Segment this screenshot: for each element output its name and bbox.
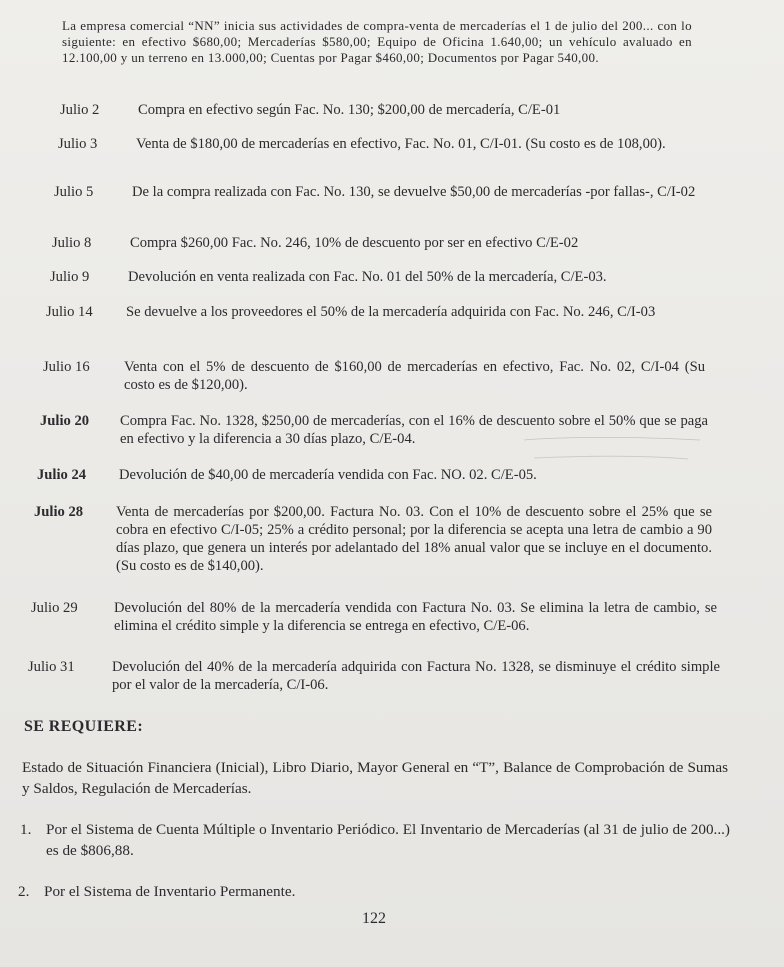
entry-date: Julio 5 [54, 184, 94, 200]
item-number: 2. [18, 883, 30, 900]
entry-date: Julio 20 [40, 413, 90, 429]
pencil-stroke [534, 456, 688, 459]
entry-text: De la compra realizada con Fac. No. 130, se devuelve $50,00 de mercaderías -por fallas-, C/I-02 [132, 184, 696, 200]
entry-text: Venta de mercaderías por $200,00. Factura No. 03. Con el 10% de descuento sobre el 25% que se cobra en efectivo C/I-05; 25% a crédito personal; por la diferencia se acepta una letra de cambio a 90 días plazo, que genera un interés por adelantado del 18% anual valor que se incluye en el documento. (Su costo es de $140,00). [116, 504, 712, 574]
entry-text: Venta de $180,00 de mercaderías en efectivo, Fac. No. 01, C/I-01. (Su costo es de 108,00). [136, 136, 666, 152]
intro-paragraph: La empresa comercial “NN” inicia sus actividades de compra-venta de mercaderías el 1 de julio del 200... con lo siguiente: en efectivo $680,00; Mercaderías $580,00; Equipo de Oficina 1.640,00; un vehículo avaluado en 12.100,00 y un terreno en 13.000,00; Cuentas por Pagar $460,00; Documentos por Pagar 540,00. [62, 18, 692, 65]
item-text: Por el Sistema de Cuenta Múltiple o Inventario Periódico. El Inventario de Mercaderías (al 31 de julio de 200...) es de $806,88. [46, 821, 730, 859]
entry-julio-2 [60, 101, 700, 119]
entry-date: Julio 2 [60, 102, 100, 118]
entry-text: Devolución de $40,00 de mercadería vendida con Fac. NO. 02. C/E-05. [119, 467, 537, 483]
entry-text: Se devuelve a los proveedores el 50% de la mercadería adquirida con Fac. No. 246, C/I-03 [126, 304, 656, 320]
page-number: 122 [362, 910, 386, 927]
pencil-marks [520, 428, 720, 474]
entry-julio-8 [52, 234, 702, 252]
entry-date: Julio 31 [28, 659, 75, 675]
entry-text: Devolución del 80% de la mercadería vendida con Factura No. 03. Se elimina la letra de cambio, se elimina el crédito simple y la diferencia se entrega en efectivo, C/E-06. [114, 600, 717, 634]
entry-date: Julio 29 [31, 600, 78, 616]
entry-text: Devolución del 40% de la mercadería adquirida con Factura No. 1328, se disminuye el crédito simple por el valor de la mercadería, C/I-06. [112, 659, 720, 693]
entry-text: Compra $260,00 Fac. No. 246, 10% de descuento por ser en efectivo C/E-02 [130, 235, 579, 251]
entry-text: Venta con el 5% de descuento de $160,00 de mercaderías en efectivo, Fac. No. 02, C/I-04 (Su costo es de $120,00). [124, 359, 705, 393]
entry-julio-9 [50, 268, 702, 286]
entry-julio-31 [28, 658, 720, 694]
entry-text: Devolución en venta realizada con Fac. No. 01 del 50% de la mercadería, C/E-03. [128, 269, 607, 285]
entry-julio-28 [34, 503, 712, 575]
entry-julio-29 [31, 599, 717, 635]
requirements-heading: SE REQUIERE: [24, 718, 144, 735]
entry-date: Julio 3 [58, 136, 98, 152]
entry-julio-5 [54, 183, 702, 201]
entry-date: Julio 16 [43, 359, 90, 375]
entry-date: Julio 24 [37, 467, 87, 483]
entry-date: Julio 8 [52, 235, 92, 251]
entry-julio-16 [43, 358, 705, 394]
entry-julio-3 [58, 135, 696, 153]
item-number: 1. [20, 821, 32, 838]
entry-date: Julio 28 [34, 504, 84, 520]
item-text: Por el Sistema de Inventario Permanente. [44, 883, 296, 900]
requirement-item-2 [18, 881, 730, 902]
entry-date: Julio 14 [46, 304, 93, 320]
requirement-item-1 [20, 819, 730, 861]
requirements-paragraph: Estado de Situación Financiera (Inicial), Libro Diario, Mayor General en “T”, Balance de Comprobación de Sumas y Saldos, Regulación de Mercaderías. [22, 759, 728, 797]
entry-text: Compra en efectivo según Fac. No. 130; $200,00 de mercadería, C/E-01 [138, 102, 561, 118]
pencil-stroke [524, 437, 700, 440]
entry-text: Compra Fac. No. 1328, $250,00 de mercaderías, con el 16% de descuento sobre el 50% que se paga en efectivo y la diferencia a 30 días plazo, C/E-04. [120, 413, 708, 447]
entry-julio-14 [46, 303, 702, 321]
entry-date: Julio 9 [50, 269, 90, 285]
